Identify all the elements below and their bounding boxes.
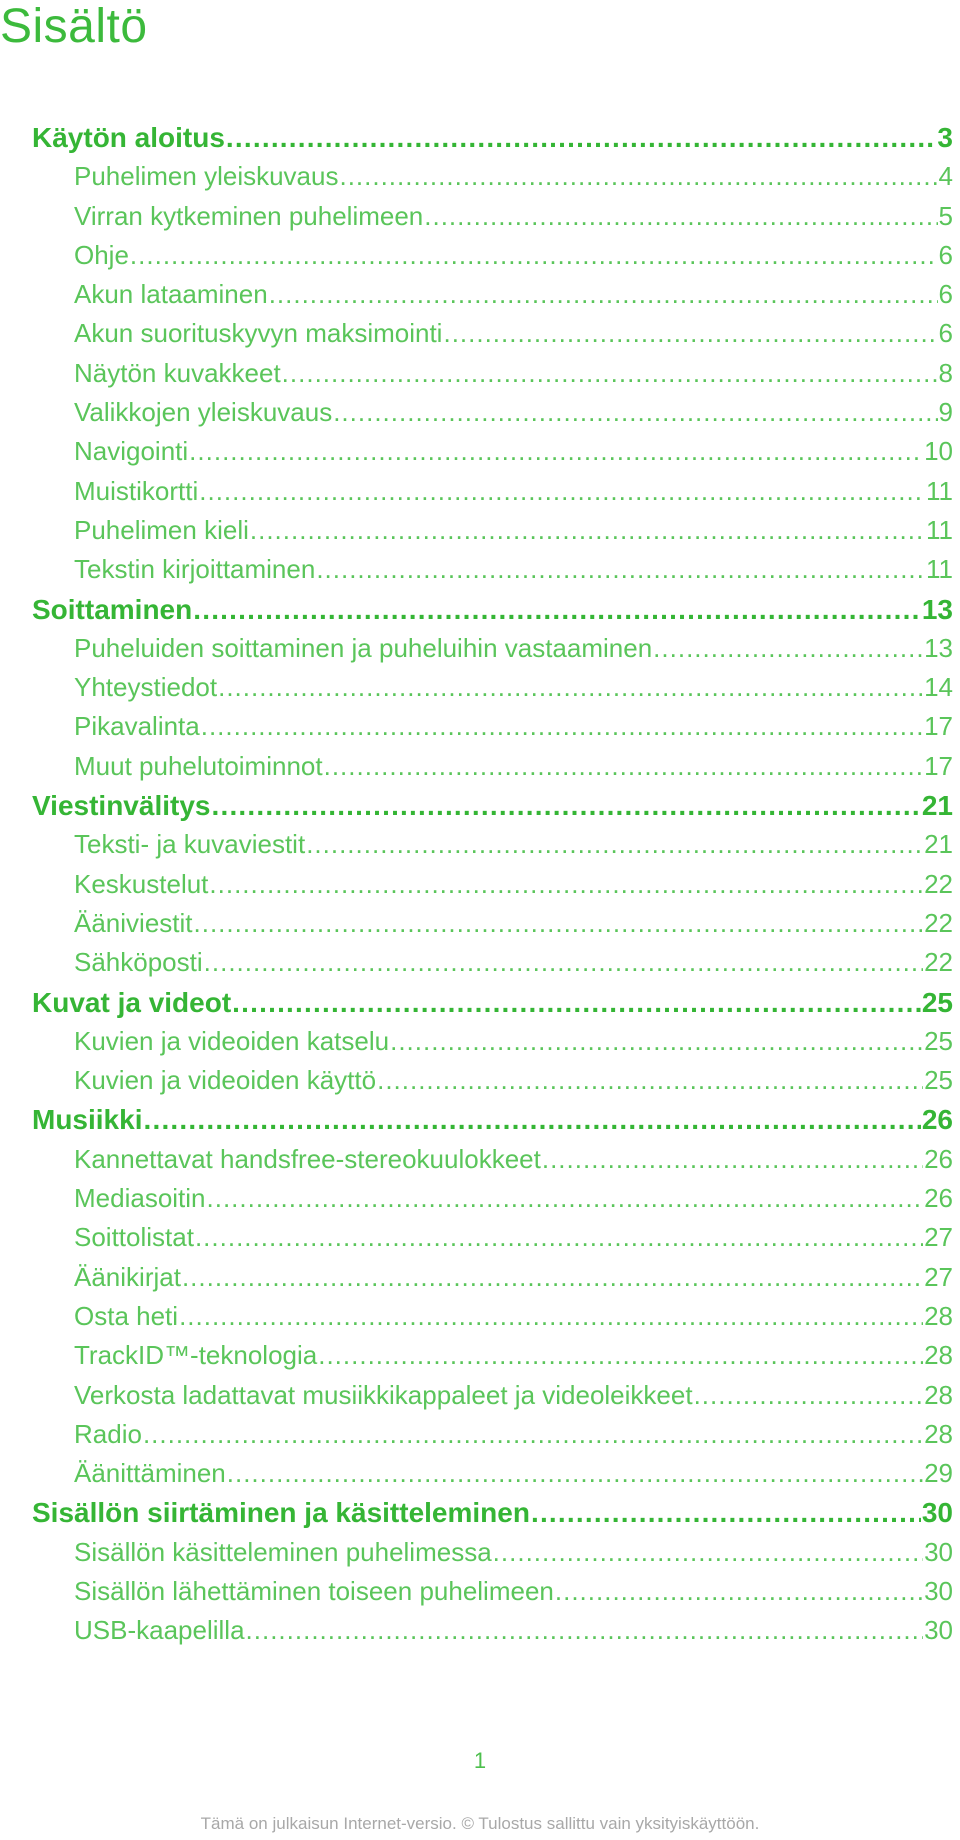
toc-entry-page: 30 (924, 1536, 953, 1567)
toc-entry[interactable] (32, 275, 953, 314)
toc-leader-dots (694, 1376, 924, 1415)
toc-entry[interactable] (32, 1022, 953, 1061)
toc-entry[interactable] (32, 157, 953, 196)
toc-entry-page: 4 (938, 161, 953, 192)
toc-leader-dots (189, 432, 923, 471)
toc-entry-label: Kannettavat handsfree-stereokuulokkeet (74, 1143, 541, 1174)
toc-entry[interactable] (32, 550, 953, 589)
toc-leader-dots (209, 865, 923, 904)
toc-entry-page: 22 (924, 947, 953, 978)
toc-leader-dots (390, 1022, 923, 1061)
toc-chapter-label: Viestinvälitys (32, 790, 211, 822)
table-of-contents (32, 118, 953, 1651)
toc-leader-dots (282, 354, 938, 393)
toc-entry-page: 30 (924, 1615, 953, 1646)
toc-entry[interactable] (32, 747, 953, 786)
toc-leader-dots (130, 236, 938, 275)
toc-entry[interactable] (32, 1336, 953, 1375)
page-number: 1 (473, 1748, 487, 1773)
toc-entry-label: Yhteystiedot (74, 672, 218, 703)
toc-entry-page: 29 (924, 1458, 953, 1489)
toc-section (32, 118, 953, 590)
toc-chapter-label: Kuvat ja videot (32, 986, 232, 1018)
toc-leader-dots (227, 1454, 923, 1493)
toc-entry-label: Puhelimen kieli (74, 514, 249, 545)
toc-leader-dots (218, 668, 923, 707)
toc-leader-dots (182, 1258, 923, 1297)
toc-entry[interactable] (32, 1140, 953, 1179)
footer-note: Tämä on julkaisun Internet-versio. © Tulostus sallittu vain yksityiskäyttöön. (200, 1814, 760, 1833)
toc-chapter-label: Soittaminen (32, 593, 193, 625)
toc-chapter[interactable] (32, 590, 953, 629)
toc-entry-label: Kuvien ja videoiden käyttö (74, 1065, 377, 1096)
toc-entry-page: 6 (938, 318, 953, 349)
toc-entry-label: Sähköposti (74, 947, 203, 978)
toc-entry[interactable] (32, 393, 953, 432)
toc-entry[interactable] (32, 825, 953, 864)
toc-entry-page: 27 (924, 1261, 953, 1292)
toc-entry-label: Keskustelut (74, 868, 209, 899)
toc-leader-dots (201, 707, 923, 746)
toc-entry[interactable] (32, 1218, 953, 1257)
toc-entry-page: 30 (924, 1575, 953, 1606)
toc-leader-dots (195, 1218, 923, 1257)
toc-entry[interactable] (32, 629, 953, 668)
toc-entry-page: 28 (924, 1379, 953, 1410)
toc-entry-label: Mediasoitin (74, 1183, 206, 1214)
toc-entry-page: 8 (938, 357, 953, 388)
toc-leader-dots (232, 983, 921, 1022)
toc-chapter-label: Käytön aloitus (32, 122, 225, 153)
toc-entry-label: Puhelimen yleiskuvaus (74, 161, 339, 192)
toc-entry-label: Verkosta ladattavat musiikkikappaleet ja videoleikkeet (74, 1379, 693, 1410)
toc-entry[interactable] (32, 1454, 953, 1493)
toc-leader-dots (226, 118, 937, 157)
toc-entry-page: 6 (938, 239, 953, 270)
toc-entry-page: 28 (924, 1418, 953, 1449)
toc-leader-dots (377, 1061, 923, 1100)
toc-entry-label: Akun lataaminen (74, 279, 268, 310)
toc-entry-page: 13 (924, 632, 953, 663)
toc-entry-page: 21 (924, 829, 953, 860)
toc-entry-label: Puheluiden soittaminen ja puheluihin vastaaminen (74, 632, 653, 663)
toc-entry-label: Akun suorituskyvyn maksimointi (74, 318, 443, 349)
toc-leader-dots (306, 825, 923, 864)
toc-entry[interactable] (32, 943, 953, 982)
toc-entry-label: Valikkojen yleiskuvaus (74, 397, 333, 428)
toc-leader-dots (318, 1336, 923, 1375)
toc-entry-label: Äänikirjat (74, 1261, 181, 1292)
toc-entry[interactable] (32, 314, 953, 353)
toc-section (32, 786, 953, 982)
toc-section (32, 1100, 953, 1493)
toc-leader-dots (316, 550, 925, 589)
toc-entry-page: 6 (938, 279, 953, 310)
toc-chapter-page: 3 (937, 122, 953, 153)
toc-entry-label: Ohje (74, 239, 129, 270)
toc-chapter[interactable] (32, 1100, 953, 1139)
toc-leader-dots (493, 1533, 923, 1572)
toc-leader-dots (207, 1179, 924, 1218)
toc-entry-page: 9 (938, 397, 953, 428)
toc-leader-dots (443, 314, 937, 353)
toc-entry-page: 22 (924, 868, 953, 899)
toc-leader-dots (194, 904, 924, 943)
toc-leader-dots (250, 511, 925, 550)
toc-entry-label: Muut puhelutoiminnot (74, 750, 323, 781)
toc-entry-label: Kuvien ja videoiden katselu (74, 1025, 390, 1056)
toc-chapter[interactable] (32, 1493, 953, 1532)
toc-leader-dots (143, 1415, 923, 1454)
toc-entry-label: TrackID™-teknologia (74, 1340, 318, 1371)
toc-entry-label: Teksti- ja kuvaviestit (74, 829, 306, 860)
toc-leader-dots (339, 157, 937, 196)
toc-leader-dots (269, 275, 938, 314)
toc-entry-page: 10 (924, 436, 953, 467)
toc-entry[interactable] (32, 1376, 953, 1415)
toc-entry[interactable] (32, 707, 953, 746)
toc-entry-label: USB-kaapelilla (74, 1615, 245, 1646)
toc-entry[interactable] (32, 354, 953, 393)
toc-leader-dots (555, 1572, 923, 1611)
toc-entry-label: Näytön kuvakkeet (74, 357, 281, 388)
toc-section (32, 590, 953, 786)
toc-entry[interactable] (32, 1572, 953, 1611)
toc-entry[interactable] (32, 1415, 953, 1454)
toc-entry[interactable] (32, 1179, 953, 1218)
toc-leader-dots (542, 1140, 923, 1179)
toc-entry-page: 22 (924, 907, 953, 938)
toc-leader-dots (531, 1493, 921, 1532)
toc-chapter-page: 26 (921, 1104, 953, 1136)
toc-entry[interactable] (32, 1258, 953, 1297)
toc-leader-dots (199, 472, 925, 511)
page-title: Sisältö (0, 0, 148, 53)
toc-entry-label: Sisällön lähettäminen toiseen puhelimeen (74, 1575, 554, 1606)
toc-entry[interactable] (32, 1297, 953, 1336)
toc-entry-page: 5 (938, 200, 953, 231)
toc-entry-label: Radio (74, 1418, 142, 1449)
toc-entry-page: 17 (924, 750, 953, 781)
toc-leader-dots (193, 590, 921, 629)
toc-entry-label: Äänittäminen (74, 1458, 226, 1489)
toc-entry-page: 27 (924, 1222, 953, 1253)
toc-chapter[interactable] (32, 786, 953, 825)
toc-entry-label: Tekstin kirjoittaminen (74, 554, 316, 585)
toc-entry[interactable] (32, 668, 953, 707)
toc-entry[interactable] (32, 1533, 953, 1572)
toc-entry[interactable] (32, 472, 953, 511)
toc-entry-label: Pikavalinta (74, 711, 200, 742)
toc-entry-label: Muistikortti (74, 475, 199, 506)
toc-leader-dots (211, 786, 920, 825)
toc-entry-label: Ääniviestit (74, 907, 193, 938)
toc-chapter-page: 25 (921, 986, 953, 1018)
toc-chapter[interactable] (32, 983, 953, 1022)
toc-chapter-label: Sisällön siirtäminen ja käsitteleminen (32, 1497, 530, 1529)
toc-chapter[interactable] (32, 118, 953, 157)
toc-entry-page: 26 (924, 1183, 953, 1214)
toc-entry[interactable] (32, 236, 953, 275)
toc-entry-label: Osta heti (74, 1300, 179, 1331)
toc-section (32, 983, 953, 1101)
toc-entry-page: 28 (924, 1340, 953, 1371)
toc-leader-dots (333, 393, 937, 432)
toc-entry-page: 26 (924, 1143, 953, 1174)
toc-entry-page: 11 (926, 475, 953, 506)
toc-entry[interactable] (32, 197, 953, 236)
toc-entry-page: 17 (924, 711, 953, 742)
toc-entry-page: 25 (924, 1065, 953, 1096)
toc-chapter-page: 30 (921, 1497, 953, 1529)
toc-leader-dots (424, 197, 937, 236)
toc-entry-page: 25 (924, 1025, 953, 1056)
toc-entry[interactable] (32, 1061, 953, 1100)
toc-leader-dots (179, 1297, 923, 1336)
toc-entry-page: 11 (926, 554, 953, 585)
toc-section (32, 1493, 953, 1650)
toc-leader-dots (324, 747, 923, 786)
toc-chapter-page: 21 (921, 790, 953, 822)
toc-leader-dots (653, 629, 923, 668)
toc-leader-dots (143, 1100, 920, 1139)
toc-leader-dots (204, 943, 923, 982)
toc-entry-label: Sisällön käsitteleminen puhelimessa (74, 1536, 492, 1567)
toc-entry-page: 14 (924, 672, 953, 703)
toc-entry[interactable] (32, 432, 953, 471)
toc-entry-page: 28 (924, 1300, 953, 1331)
toc-entry[interactable] (32, 865, 953, 904)
toc-entry-label: Soittolistat (74, 1222, 194, 1253)
toc-entry[interactable] (32, 904, 953, 943)
toc-entry-label: Navigointi (74, 436, 189, 467)
toc-entry-label: Virran kytkeminen puhelimeen (74, 200, 424, 231)
toc-entry[interactable] (32, 511, 953, 550)
toc-entry[interactable] (32, 1611, 953, 1650)
toc-chapter-label: Musiikki (32, 1104, 143, 1136)
toc-chapter-page: 13 (921, 593, 953, 625)
toc-entry-page: 11 (926, 514, 953, 545)
toc-leader-dots (246, 1611, 924, 1650)
